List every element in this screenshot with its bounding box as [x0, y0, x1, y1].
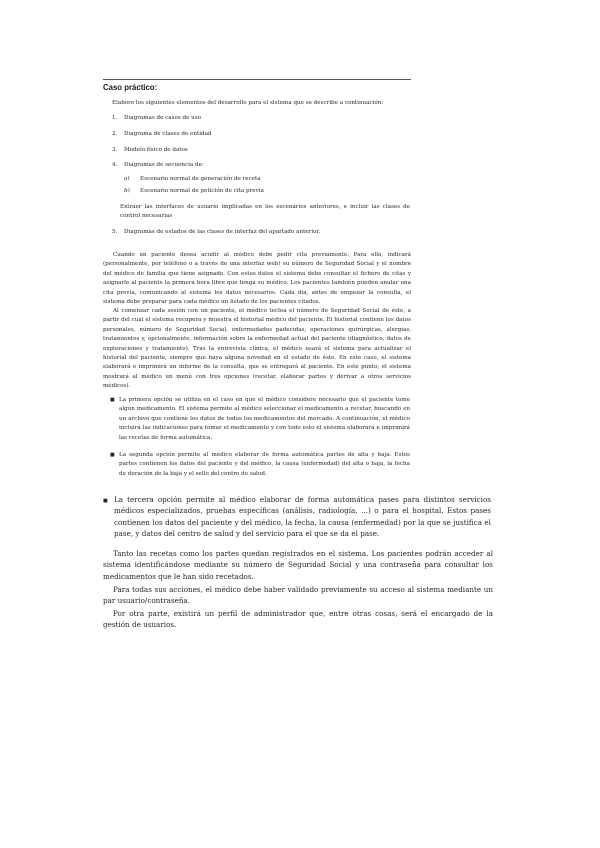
deliverable-number: 2. [112, 131, 118, 137]
deliverable-text: Modelo físico de datos [124, 147, 188, 153]
option-text: La tercera opción permite al médico elaborar de forma automática pases para distintos servicios médicos especializados, pruebas específicas (análisis, radiología, ...) o para el hospital. Estos pases contienen los datos del paciente y del médico, la fecha, la causa (enfermedad) por la que se justifica el pase, y datos del centro de salud y del servicio para el que se da el pase. [114, 495, 491, 539]
intro-text: Elabore los siguientes elementos del desarrollo para el sistema que se describe a continuación: [112, 100, 384, 106]
closing-paragraph: Por otra parte, existirá un perfil de administrador que, entre otras cosas, será el encargado de la gestión de usuarios. [103, 609, 493, 630]
scenario-text: Escenario normal de generación de receta [140, 176, 261, 182]
deliverable-text: Diagramas de estados de las clases de interfaz del apartado anterior. [124, 229, 321, 235]
bullet-icon: ■ [110, 452, 115, 458]
deliverable-number: 3. [112, 147, 118, 153]
interface-note: Extraer las interfaces de usuario implicadas en los escenarios anteriores, e incluir las clases de control necesarias [120, 204, 410, 220]
deliverable-number: 4. [112, 162, 118, 168]
scenario-text: Escenario normal de petición de cita previa [140, 188, 264, 194]
deliverable-number: 5. [112, 229, 118, 235]
scenario-label: a) [124, 176, 130, 182]
scenario-label: b) [124, 188, 130, 194]
option-text: La segunda opción permite al médico elaborar de forma automática partes de alta y baja. Estos partes contienen los datos del paciente y del médico, la causa (enfermedad) del alta o baja, la fecha de duración de la baja y el sello del centro de salud. [119, 452, 410, 477]
top-rule [103, 79, 411, 80]
description-paragraph: Cuando un paciente desea acudir al médico debe pedir cita previamente. Para ello, indicará (personalmente, por teléfono o a través de una interfaz web) su número de Seguridad Social y el nombre del médico de familia que tiene asignado. Con estos datos el sistema debe consultar el fichero de citas y asignarle al paciente la primera hora libre que tenga su médico. Los pacientes también pueden anular una cita previa, comunicando al sistema los datos necesarios. Cada día, antes de empezar la consulta, el sistema debe preparar para cada médico un listado de los pacientes citados. [103, 252, 411, 306]
closing-paragraph: Para todas sus acciones, el médico debe haber validado previamente su acceso al sistema mediante un par usuario/contraseña. [103, 585, 493, 606]
bullet-icon: ■ [103, 498, 108, 504]
deliverable-text: Diagrama de clases de entidad [124, 131, 212, 137]
bullet-icon: ■ [110, 397, 115, 403]
description-paragraph: Al comenzar cada sesión con un paciente, el médico teclea el número de Seguridad Social de éste, a partir del cual el sistema recupera y muestra el historial médico del paciente. El historial contiene los datos personales, número de Seguridad Social, enfermedades padecidas, operaciones quirúrgicas, alergias, tratamientos y, opcionalmente, información sobre la enfermedad actual del paciente (diagnóstico, datos de exploraciones y tratamiento). Tras la entrevista clínica, el médico usará el sistema para actualizar el historial del paciente, siempre que haya alguna novedad en el estado de éste. En este caso, el sistema elaborará e imprimirá un informe de la consulta, que se entregará al paciente. En este punto, el sistema mostrará al médico un menú con tres opciones (recetar, elaborar partes y derivar a otros servicios médicos). [103, 308, 411, 390]
closing-paragraph: Tanto las recetas como los partes quedan registrados en el sistema. Los pacientes podrán acceder al sistema identificándose mediante su número de Seguridad Social y una contraseña para consultar los medicamentos que le han sido recetados. [103, 549, 493, 581]
section-heading: Caso práctico: [103, 83, 158, 92]
option-item [110, 451, 410, 480]
option-text: La primera opción se utiliza en el caso en que el médico considere necesario que el paciente tome algún medicamento. El sistema permite al médico seleccionar el medicamento a recetar, buscando en un archivo que contiene los datos de todos los medicamentos del mercado. A continuación, el médico incluirá las indicaciones para tomar el medicamento y con todo esto el sistema elaborará e imprimirá las recetas de forma automática. [119, 397, 410, 441]
deliverable-number: 1. [112, 115, 118, 121]
deliverable-text: Diagramas de secuencia de: [124, 162, 204, 168]
deliverable-text: Diagramas de casos de uso [124, 115, 202, 121]
